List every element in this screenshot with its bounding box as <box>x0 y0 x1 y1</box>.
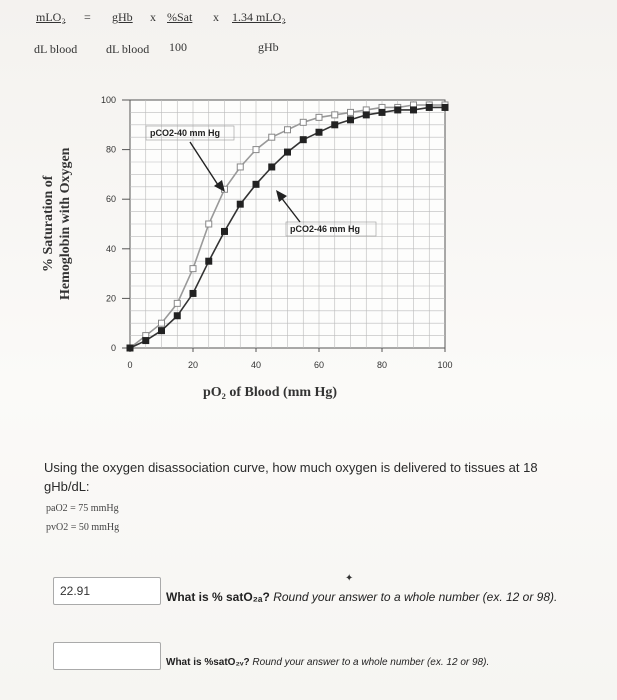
data-point-series-0 <box>190 266 196 272</box>
prompt-venous-bold: What is %satO₂ᵥ? <box>166 657 250 668</box>
answer-input-arterial-saturation[interactable]: 22.91 <box>53 577 161 605</box>
x-tick-label: 100 <box>437 360 453 370</box>
formula-times-1: x <box>150 10 156 24</box>
data-point-series-1 <box>379 109 385 115</box>
annotation-pco2-40-label: pCO2-40 mm Hg <box>150 128 221 138</box>
formula-times-2: x <box>213 10 219 24</box>
data-point-series-0 <box>269 134 275 140</box>
x-tick-label: 60 <box>313 360 325 370</box>
y-tick-label: 60 <box>105 194 116 205</box>
y-tick-label: 20 <box>105 293 116 304</box>
y-axis-title-line1: % Saturation of <box>41 175 56 272</box>
mouse-cursor-icon: ✦ <box>345 573 354 584</box>
x-tick-label: 40 <box>250 360 262 370</box>
data-point-series-1 <box>174 313 180 319</box>
prompt-venous-instructions: Round your answer to a whole number (ex. 12 or 98). <box>249 657 490 668</box>
y-tick-label: 40 <box>105 243 116 254</box>
data-point-series-1 <box>222 228 228 234</box>
formula-lhs-numerator: mLO₂ <box>36 10 66 24</box>
data-point-series-1 <box>285 149 291 155</box>
prompt-venous-saturation <box>166 657 489 668</box>
formula-term3-num-text: 1.34 mLO₂ <box>232 10 286 24</box>
data-point-series-1 <box>143 338 149 344</box>
data-point-series-1 <box>316 129 322 135</box>
data-point-series-1 <box>159 328 165 334</box>
data-point-series-1 <box>442 104 448 110</box>
x-tick-label: 80 <box>376 360 388 370</box>
data-point-series-0 <box>285 127 291 133</box>
data-point-series-1 <box>127 345 133 351</box>
data-point-series-1 <box>348 117 354 123</box>
data-point-series-1 <box>363 112 369 118</box>
prompt-arterial-instructions: Round your answer to a whole number (ex. 12 or 98). <box>269 590 558 604</box>
prompt-arterial-saturation <box>166 590 557 604</box>
data-point-series-0 <box>206 221 212 227</box>
y-axis-title <box>40 148 74 300</box>
data-point-series-0 <box>332 112 338 118</box>
formula-equals: = <box>84 10 91 24</box>
data-point-series-1 <box>411 107 417 113</box>
data-point-series-1 <box>426 104 432 110</box>
formula-term2-denominator: 100 <box>169 40 187 54</box>
data-point-series-1 <box>253 181 259 187</box>
data-point-series-1 <box>206 258 212 264</box>
y-tick-label: 0 <box>110 343 116 353</box>
prompt-arterial-bold: What is % satO₂ₐ? <box>166 590 270 604</box>
y-tick-label: 80 <box>105 144 116 155</box>
data-point-series-1 <box>395 107 401 113</box>
data-point-series-1 <box>300 137 306 143</box>
data-point-series-1 <box>269 164 275 170</box>
data-point-series-0 <box>159 320 165 326</box>
data-point-series-1 <box>237 201 243 207</box>
data-point-series-0 <box>253 147 259 153</box>
y-tick-label: 100 <box>100 95 116 105</box>
formula-term1-num-text: gHb <box>112 10 133 24</box>
data-point-series-1 <box>332 122 338 128</box>
given-arterial-po2: paO2 = 75 mmHg <box>46 503 119 514</box>
x-tick-label: 20 <box>187 360 199 370</box>
data-point-series-0 <box>174 300 180 306</box>
x-tick-label: 0 <box>127 360 133 370</box>
data-point-series-0 <box>237 164 243 170</box>
data-point-series-0 <box>316 114 322 120</box>
x-axis-title: pO₂ of Blood (mm Hg) <box>203 385 338 400</box>
formula-lhs-denominator: dL blood <box>34 42 78 56</box>
formula-term3-denominator: gHb <box>258 40 279 54</box>
given-venous-po2: pvO2 = 50 mmHg <box>46 522 120 533</box>
answer-input-venous-saturation[interactable] <box>53 642 161 670</box>
data-point-series-0 <box>348 109 354 115</box>
question-text: Using the oxygen disassociation curve, how much oxygen is delivered to tissues at 18 gHb/dL: <box>44 460 538 494</box>
formula-term1-denominator: dL blood <box>106 42 150 56</box>
formula-term2-num-text: %Sat <box>167 10 193 24</box>
y-axis-title-line2: Hemoglobin with Oxygen <box>58 147 73 300</box>
data-point-series-0 <box>300 119 306 125</box>
annotation-pco2-46-label: pCO2-46 mm Hg <box>290 224 361 234</box>
data-point-series-1 <box>190 290 196 296</box>
